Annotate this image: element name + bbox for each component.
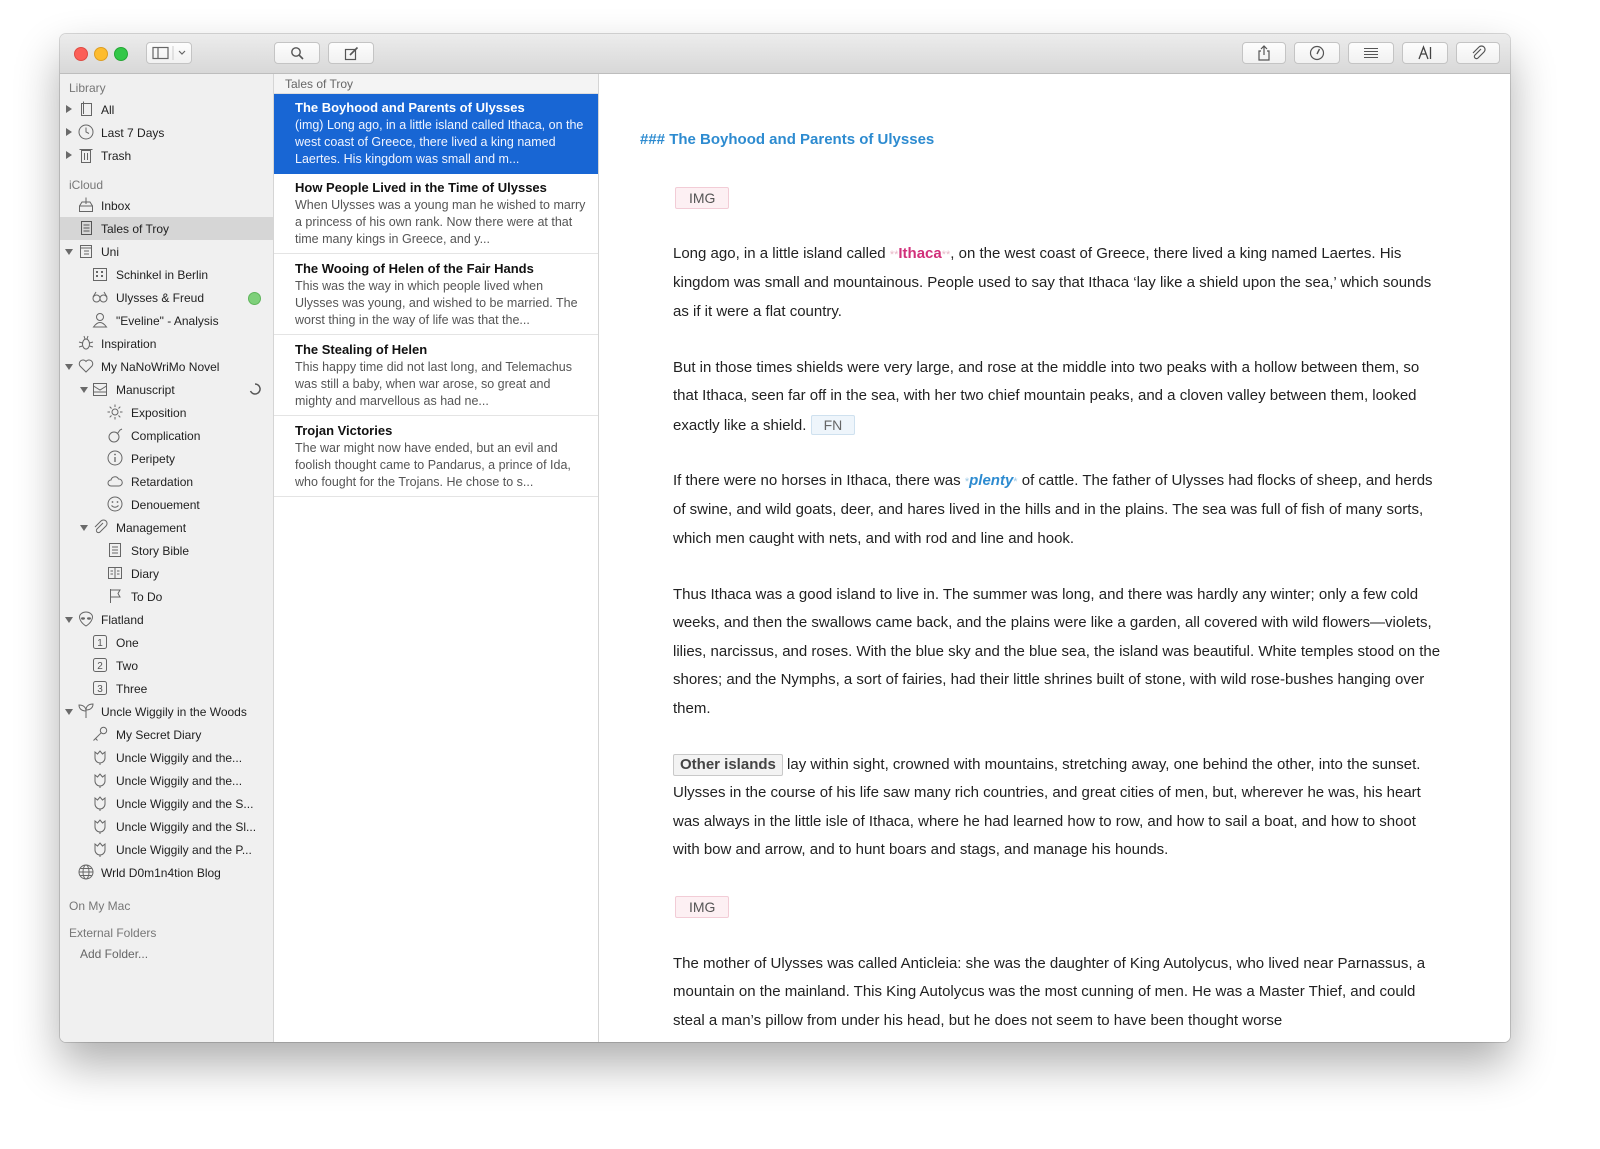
stack-icon bbox=[92, 381, 108, 397]
disclosure-triangle[interactable] bbox=[66, 105, 72, 113]
sidebar-item-label: Schinkel in Berlin bbox=[116, 268, 209, 282]
strong-marker: ** bbox=[941, 249, 951, 261]
disclosure-triangle[interactable] bbox=[80, 525, 88, 531]
text-run: lay within sight, crowned with mountains, stretching away, one behind the other, into the sunset. Ulysses in the course of his life saw many rich countries, and great cities of men, but, wherever he was, his heart was always in the little isle of Ithaca, where he had learned how to row, and how to sail a boat, and how to shoot with bow and arrow, and to hunt boars and stags, and manage his hounds. bbox=[673, 756, 1421, 859]
number-2-icon bbox=[92, 657, 108, 673]
search-icon bbox=[290, 46, 304, 60]
sidebar-item-wrld-domination-blog[interactable] bbox=[60, 861, 273, 884]
sidebar-item-label: Ulysses & Freud bbox=[116, 291, 205, 305]
section-on-my-mac[interactable]: On My Mac bbox=[69, 899, 131, 913]
sidebar-item-inspiration[interactable] bbox=[60, 332, 273, 355]
svg-text:3: 3 bbox=[97, 684, 103, 695]
paperclip-icon bbox=[92, 519, 108, 535]
sidebar-item-label: Uncle Wiggily and the Sl... bbox=[116, 820, 257, 834]
add-folder-link[interactable]: Add Folder... bbox=[80, 947, 149, 961]
markup-button[interactable] bbox=[1402, 42, 1448, 64]
sidebar-item-uncle-wiggily-2[interactable] bbox=[60, 769, 273, 792]
tulip-icon bbox=[92, 818, 108, 834]
sidebar-item-label: Tales of Troy bbox=[101, 222, 170, 236]
sheet-item[interactable] bbox=[274, 94, 598, 174]
sidebar-item-label: "Eveline" - Analysis bbox=[116, 314, 219, 328]
library-sidebar bbox=[60, 74, 274, 1042]
sidebar-item-exposition[interactable] bbox=[60, 401, 273, 424]
sidebar-item-ulysses-freud[interactable] bbox=[60, 286, 273, 309]
sidebar-item-my-secret-diary[interactable] bbox=[60, 723, 273, 746]
sidebar-item-label: Complication bbox=[131, 429, 201, 443]
paragraph-3[interactable] bbox=[673, 467, 1443, 553]
globe-icon bbox=[78, 864, 94, 880]
book-icon bbox=[107, 565, 123, 581]
sheet-preview: The war might now have ended, but an evil and foolish thought came to Pandarus, a prince of Ida, who fought for the Trojans. He chose to s... bbox=[295, 441, 571, 489]
tulip-icon bbox=[92, 749, 108, 765]
sheet-list bbox=[274, 74, 599, 1042]
sidebar-item-label: Exposition bbox=[131, 406, 187, 420]
glasses-icon bbox=[92, 289, 108, 305]
sidebar-item-diary[interactable] bbox=[60, 562, 273, 585]
search-button[interactable] bbox=[274, 42, 320, 64]
sidebar-item-uncle-wiggily-3[interactable] bbox=[60, 792, 273, 815]
sidebar-item-label: Last 7 Days bbox=[101, 126, 165, 140]
text-run: of cattle. The father of Ulysses had flocks of sheep, and herds of swine, and wild goats, deer, and hares lived in the hills and in the plains. The sea was full of fish of many sorts, which men caught with nets, and with rod and line and hook. bbox=[673, 472, 1433, 547]
sidebar-item-label: One bbox=[116, 636, 139, 650]
paragraph-5[interactable] bbox=[673, 751, 1443, 865]
disclosure-triangle[interactable] bbox=[65, 364, 73, 370]
folder-doc-icon bbox=[78, 243, 94, 259]
attachments-button[interactable] bbox=[1456, 42, 1500, 64]
building-icon bbox=[92, 266, 108, 282]
sidebar-item-label: Wrld D0m1n4tion Blog bbox=[101, 866, 221, 880]
sidebar-item-uncle-wiggily-in-the-woods[interactable] bbox=[60, 700, 273, 723]
sidebar-item-label: My NaNoWriMo Novel bbox=[101, 360, 220, 374]
new-sheet-button[interactable] bbox=[328, 42, 374, 64]
flag-icon bbox=[107, 588, 123, 604]
sidebar-item-label: Manuscript bbox=[116, 383, 175, 397]
sidebar-item-label: Trash bbox=[101, 149, 132, 163]
sidebar-item-uni[interactable] bbox=[60, 240, 273, 263]
toolbar bbox=[60, 34, 1510, 74]
sidebar-item-denouement[interactable] bbox=[60, 493, 273, 516]
heart-icon bbox=[78, 358, 94, 374]
number-1-icon bbox=[92, 634, 108, 650]
heading-text[interactable]: ### The Boyhood and Parents of Ulysses bbox=[640, 131, 935, 148]
compose-icon bbox=[344, 46, 359, 61]
paperclip-icon bbox=[1470, 45, 1486, 61]
footnote-tag[interactable]: FN bbox=[811, 415, 856, 435]
sidebar-item-label: Uncle Wiggily and the... bbox=[116, 774, 243, 788]
sidebar-icon bbox=[149, 46, 189, 60]
text-run: If there were no horses in Ithaca, there was bbox=[673, 472, 965, 489]
sidebar-item-complication[interactable] bbox=[60, 424, 273, 447]
sheet-title: The Wooing of Helen of the Fair Hands bbox=[295, 261, 534, 276]
sidebar-item-management[interactable] bbox=[60, 516, 273, 539]
sidebar-item-tales-of-troy[interactable] bbox=[60, 217, 273, 240]
tulip-icon bbox=[92, 841, 108, 857]
goal-progress-icon bbox=[249, 383, 261, 395]
section-icloud: iCloud bbox=[69, 178, 104, 192]
sun-icon bbox=[107, 404, 123, 420]
sidebar-item-label: Three bbox=[116, 682, 148, 696]
list-icon bbox=[1363, 47, 1379, 59]
zoom-window-button[interactable] bbox=[114, 47, 128, 61]
sidebar-item-two[interactable] bbox=[60, 654, 273, 677]
paragraph-6[interactable] bbox=[673, 950, 1443, 1035]
disclosure-triangle[interactable] bbox=[66, 151, 72, 159]
bug-icon bbox=[78, 335, 94, 351]
sheet-title: Trojan Victories bbox=[295, 423, 393, 438]
paragraph-1[interactable] bbox=[673, 240, 1443, 326]
sidebar-item-uncle-wiggily-4[interactable] bbox=[60, 815, 273, 838]
sidebar-item-label: Uni bbox=[101, 245, 120, 259]
share-icon bbox=[1257, 45, 1271, 61]
sidebar-item-three[interactable] bbox=[60, 677, 273, 700]
sidebar-item-label: Two bbox=[116, 659, 139, 673]
cloud-icon bbox=[107, 473, 123, 489]
sidebar-item-label: Uncle Wiggily and the S... bbox=[116, 797, 254, 811]
sidebar-item-label: Inbox bbox=[101, 199, 131, 213]
text-format-icon bbox=[1417, 45, 1433, 61]
paragraph-2[interactable] bbox=[673, 354, 1443, 440]
paragraph-4[interactable] bbox=[673, 581, 1443, 723]
emphasis-marker: * bbox=[1013, 476, 1018, 488]
sheet-item[interactable] bbox=[274, 255, 598, 335]
sidebar-item-label: Retardation bbox=[131, 475, 194, 489]
sidebar-item-label: Denouement bbox=[131, 498, 200, 512]
alien-icon bbox=[78, 611, 94, 627]
sidebar-item-label: My Secret Diary bbox=[116, 728, 202, 742]
sheet-preview: This happy time did not last long, and Telemachus was still a baby, when war arose, so great and mighty and marvellous as had ne... bbox=[295, 360, 573, 408]
sheet-preview: (img) Long ago, in a little island called Ithaca, on the west coast of Greece, there lived a king named Laertes. His kingdom was small and m... bbox=[295, 118, 584, 166]
text-run: But in those times shields were very large, and rose at the middle into two peaks with a hollow between them, so that Ithaca, seen far off in the sea, with her two chief mountain peaks, and a cloven valley between them, looked exactly like a shield. bbox=[673, 359, 1420, 434]
text-run: , on the west coast of Greece, there lived a king named Laertes. His kingdom was small and mountainous. People used to say that Ithaca ‘lay like a shield upon the sea,’ which sounds as if it were a flat country. bbox=[673, 245, 1432, 320]
svg-text:2: 2 bbox=[97, 661, 103, 672]
sidebar-item-flatland[interactable] bbox=[60, 608, 273, 631]
sidebar-item-eveline-analysis[interactable] bbox=[60, 309, 273, 332]
sidebar-item-label: Peripety bbox=[131, 452, 176, 466]
info-icon bbox=[107, 450, 123, 466]
sidebar-item-label: Uncle Wiggily and the P... bbox=[116, 843, 252, 857]
sheet-item[interactable] bbox=[274, 174, 598, 254]
number-3-icon bbox=[92, 680, 108, 696]
statistics-button[interactable] bbox=[1294, 42, 1340, 64]
sidebar-item-label: Uncle Wiggily and the... bbox=[116, 751, 243, 765]
sidebar-item-story-bible[interactable] bbox=[60, 539, 273, 562]
sidebar-item-one[interactable] bbox=[60, 631, 273, 654]
strong-text: Ithaca bbox=[898, 245, 942, 262]
sidebar-item-uncle-wiggily-1[interactable] bbox=[60, 746, 273, 769]
text-run: The mother of Ulysses was called Anticleia: she was the daughter of King Autolycus, who lived near Parnassus, a mountain on the mainland. This King Autolycus was the most cunning of men. He was a Master Thief, and could steal a man’s pillow from under his head, but he does not seem to have been thought worse bbox=[673, 955, 1426, 1029]
minimize-window-button[interactable] bbox=[94, 47, 108, 61]
emphasis-text: plenty bbox=[969, 472, 1014, 489]
text-run: Long ago, in a little island called bbox=[673, 245, 890, 262]
inbox-icon bbox=[78, 197, 94, 213]
emphasis-marker: * bbox=[964, 476, 970, 488]
svg-text:1: 1 bbox=[97, 638, 103, 649]
list-doc-icon bbox=[107, 542, 123, 558]
sheet-preview: When Ulysses was a young man he wished to marry a princess of his own rank. Now there were at that time many kings in Greece, and y... bbox=[295, 198, 586, 246]
section-library: Library bbox=[69, 81, 106, 95]
sidebar-item-manuscript[interactable] bbox=[60, 378, 273, 401]
sidebar-item-label: Inspiration bbox=[101, 337, 157, 351]
sheet-list-header: Tales of Troy bbox=[274, 74, 598, 94]
key-icon bbox=[92, 726, 108, 742]
document-icon bbox=[78, 220, 94, 236]
sheet-title: The Boyhood and Parents of Ulysses bbox=[295, 100, 525, 115]
sidebar-item-label: All bbox=[101, 103, 115, 117]
sheet-title: The Stealing of Helen bbox=[295, 342, 428, 357]
app-window bbox=[60, 34, 1510, 1042]
section-external-folders[interactable]: External Folders bbox=[69, 926, 157, 940]
tulip-icon bbox=[92, 795, 108, 811]
sidebar-item-label: Story Bible bbox=[131, 544, 190, 558]
disclosure-triangle[interactable] bbox=[66, 128, 72, 136]
person-icon bbox=[92, 312, 108, 328]
sidebar-item-label: Diary bbox=[131, 567, 160, 581]
sidebar-item-to-do[interactable] bbox=[60, 585, 273, 608]
clock-icon bbox=[78, 124, 94, 140]
trash-icon bbox=[78, 147, 94, 163]
disclosure-triangle[interactable] bbox=[65, 709, 73, 715]
outline-button[interactable] bbox=[1348, 42, 1394, 64]
sidebar-item-schinkel-in-berlin[interactable] bbox=[60, 263, 273, 286]
bomb-icon bbox=[107, 427, 123, 443]
sidebar-item-last-7-days[interactable] bbox=[60, 121, 273, 144]
gauge-icon bbox=[1308, 45, 1326, 61]
sheet-item[interactable] bbox=[274, 417, 598, 497]
annotation-tag[interactable]: Other islands bbox=[673, 754, 783, 776]
sidebar-item-peripety[interactable] bbox=[60, 447, 273, 470]
sidebar-item-label: Uncle Wiggily in the Woods bbox=[101, 705, 247, 719]
sidebar-item-label: To Do bbox=[131, 590, 163, 604]
sidebar-item-label: Management bbox=[116, 521, 187, 535]
sidebar-item-all[interactable] bbox=[60, 98, 273, 121]
sheet-item[interactable] bbox=[274, 336, 598, 416]
disclosure-triangle[interactable] bbox=[65, 249, 73, 255]
sheet-preview: This was the way in which people lived when Ulysses was young, and wished to be married. The worst thing in the way of life was that the... bbox=[295, 279, 578, 327]
status-green-dot bbox=[248, 292, 261, 305]
disclosure-triangle[interactable] bbox=[80, 387, 88, 393]
close-window-button[interactable] bbox=[74, 47, 88, 61]
sidebar-item-retardation[interactable] bbox=[60, 470, 273, 493]
sidebar-item-label: Flatland bbox=[101, 613, 144, 627]
sidebar-item-uncle-wiggily-5[interactable] bbox=[60, 838, 273, 861]
sheet-title: How People Lived in the Time of Ulysses bbox=[295, 180, 547, 195]
text-run: Thus Ithaca was a good island to live in. The summer was long, and there was hardly any winter; only a few cold weeks, and then the swallows came back, and the plains were like a garden, all covered with wild flowers—violets, lilies, narcissus, and roses. With the blue sky and the blue sea, the island was beautiful. White temples stood on the shores; and the Nymphs, a sort of fairies, had their little shrines built of stone, with wild rose-bushes hanging over them. bbox=[673, 586, 1441, 717]
share-button[interactable] bbox=[1242, 42, 1286, 64]
sidebar-item-inbox[interactable] bbox=[60, 194, 273, 217]
sidebar-item-my-nanowrimo-novel[interactable] bbox=[60, 355, 273, 378]
strong-marker: ** bbox=[889, 249, 899, 261]
leaf-icon bbox=[78, 703, 94, 719]
smiley-icon bbox=[107, 496, 123, 512]
disclosure-triangle[interactable] bbox=[65, 617, 73, 623]
sheets-icon bbox=[78, 101, 94, 117]
sidebar-item-trash[interactable] bbox=[60, 144, 273, 167]
image-tag[interactable]: IMG bbox=[675, 187, 729, 209]
sidebar-toggle-button[interactable] bbox=[146, 42, 192, 64]
image-tag[interactable]: IMG bbox=[675, 896, 729, 918]
editor[interactable] bbox=[600, 74, 1510, 1042]
tulip-icon bbox=[92, 772, 108, 788]
